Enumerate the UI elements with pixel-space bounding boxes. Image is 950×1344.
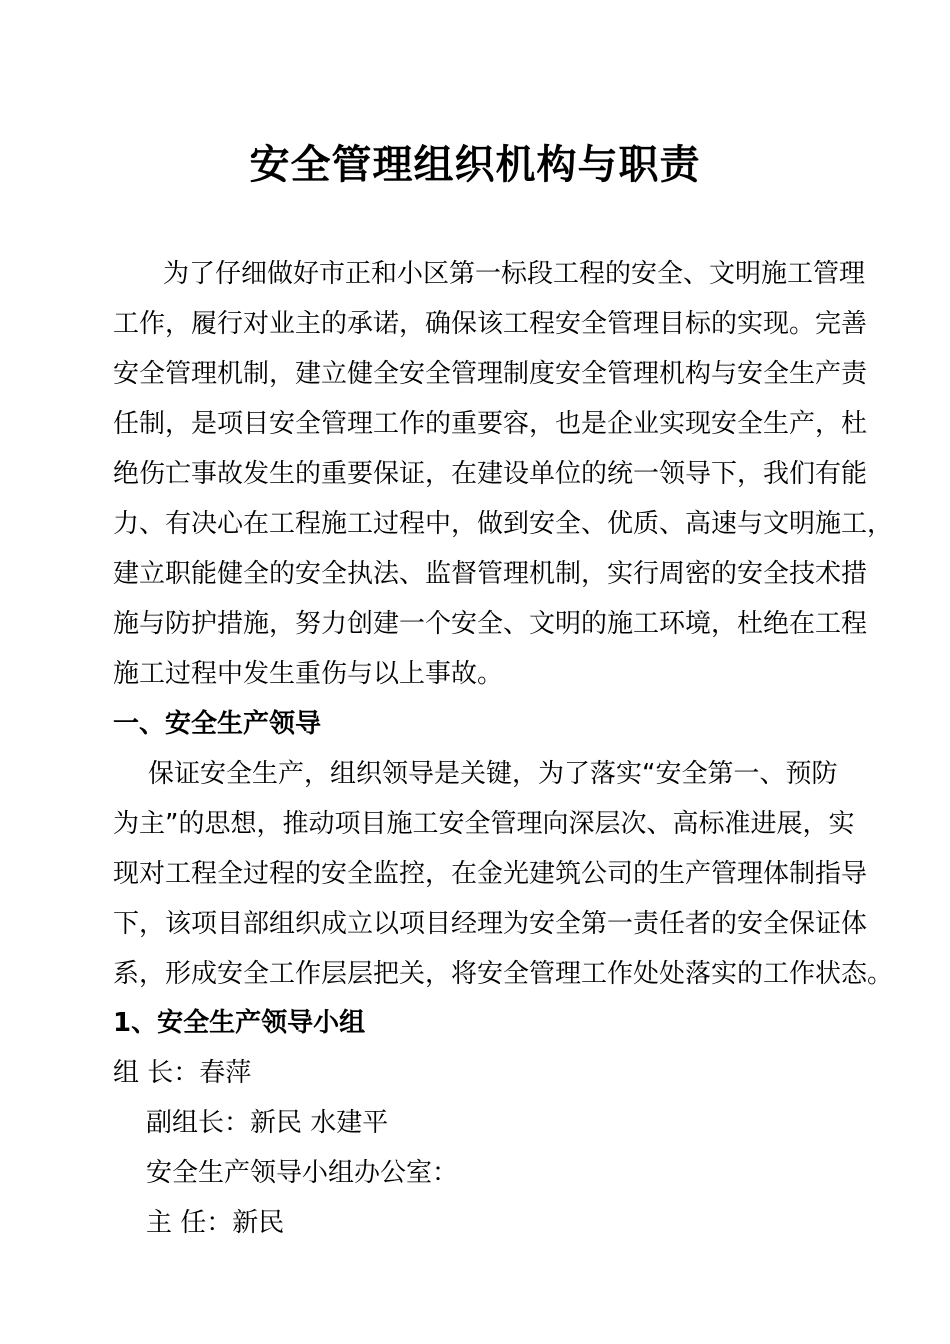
section-paragraph-line: 为主”的思想，推动项目施工安全管理向深层次、高标准进展，实: [113, 809, 855, 839]
section-paragraph-line: 系，形成安全工作层层把关，将安全管理工作处处落实的工作状态。: [113, 959, 894, 989]
group-leader-line: 组 长：春萍: [113, 1058, 252, 1088]
section-paragraph-line: 保证安全生产，组织领导是关键，为了落实“安全第一、预防: [148, 759, 838, 789]
intro-line: 施与防护措施，努力创建一个安全、文明的施工环境，杜绝在工程: [113, 609, 868, 639]
intro-line: 力、有决心在工程施工过程中，做到安全、优质、高速与文明施工，: [113, 509, 894, 539]
intro-line: 工作，履行对业主的承诺，确保该工程安全管理目标的实现。完善: [113, 309, 868, 339]
intro-line: 安全管理机制，建立健全安全管理制度安全管理机构与安全生产责: [113, 359, 868, 389]
section-heading: 一、安全生产领导: [113, 709, 322, 739]
section-paragraph-line: 下，该项目部组织成立以项目经理为安全第一责任者的安全保证体: [113, 909, 868, 939]
section-paragraph-line: 现对工程全过程的安全监控，在金光建筑公司的生产管理体制指导: [113, 859, 868, 889]
intro-line: 施工过程中发生重伤与以上事故。: [113, 659, 504, 689]
intro-line: 为了仔细做好市正和小区第一标段工程的安全、文明施工管理: [163, 259, 866, 289]
director-line: 主 任：新民: [146, 1208, 285, 1238]
intro-line: 建立职能健全的安全执法、监督管理机制，实行周密的安全技术措: [113, 559, 868, 589]
intro-line: 任制，是项目安全管理工作的重要容，也是企业实现安全生产，杜: [113, 409, 868, 439]
subsection-heading: 1、安全生产领导小组: [113, 1008, 366, 1038]
office-label-line: 安全生产领导小组办公室：: [146, 1158, 459, 1188]
deputy-leader-line: 副组长：新民 水建平: [146, 1108, 389, 1138]
document-title: 安全管理组织机构与职责: [249, 142, 701, 188]
intro-line: 绝伤亡事故发生的重要保证，在建设单位的统一领导下，我们有能: [113, 459, 868, 489]
